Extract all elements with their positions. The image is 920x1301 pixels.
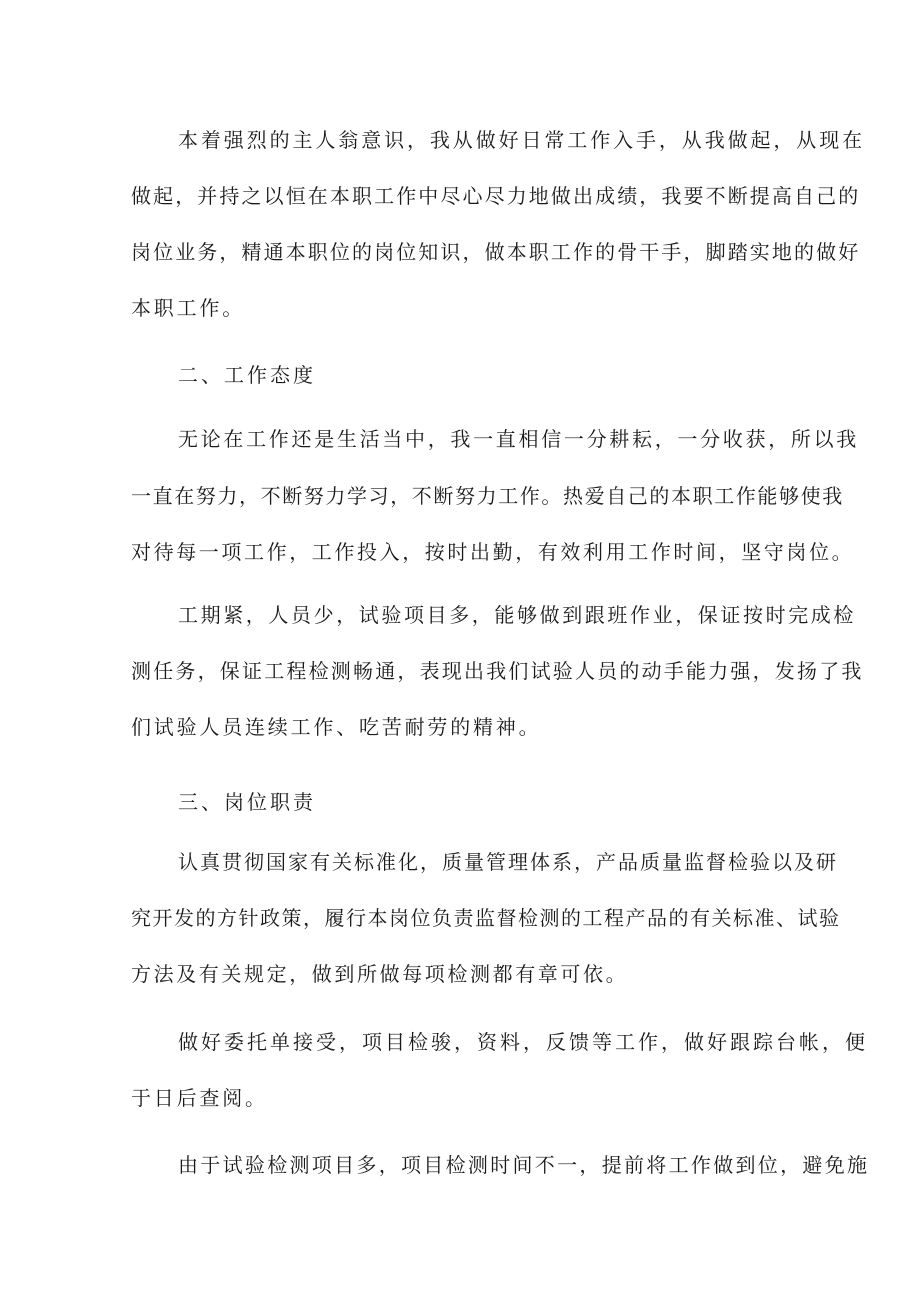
paragraph-line: 认真贯彻国家有关标准化，质量管理体系，产品质量监督检验以及研	[178, 850, 838, 874]
paragraph-line: 一直在努力，不断努力学习，不断努力工作。热爱自己的本职工作能够使我	[131, 484, 844, 508]
paragraph-line: 本着强烈的主人翁意识，我从做好日常工作入手，从我做起，从现在	[178, 128, 865, 152]
paragraph-line: 由于试验检测项目多，项目检测时间不一，提前将工作做到位，避免施	[178, 1153, 870, 1177]
paragraph-line: 对待每一项工作，工作投入，按时出勤，有效利用工作时间，坚守岗位。	[131, 540, 855, 564]
paragraph-line: 无论在工作还是生活当中，我一直相信一分耕耘，一分收获，所以我	[178, 427, 859, 451]
section-heading-job-duties: 三、岗位职责	[178, 790, 316, 814]
paragraph-line: 测任务，保证工程检测畅通，表现出我们试验人员的动手能力强，发扬了我	[131, 659, 864, 683]
section-heading-work-attitude: 二、工作态度	[178, 363, 316, 387]
paragraph-line: 做起，并持之以恒在本职工作中尽心尽力地做出成绩，我要不断提高自己的	[131, 184, 861, 208]
paragraph-line: 岗位业务，精通本职位的岗位知识，做本职工作的骨干手，脚踏实地的做好	[131, 240, 861, 264]
paragraph-line: 方法及有关规定，做到所做每项检测都有章可依。	[131, 962, 629, 986]
paragraph-line: 究开发的方针政策，履行本岗位负责监督检测的工程产品的有关标准、试验	[131, 906, 841, 930]
paragraph-line: 做好委托单接受，项目检骏，资料，反馈等工作，做好跟踪台帐，便	[178, 1030, 868, 1054]
paragraph-line: 于日后查阅。	[131, 1086, 268, 1110]
paragraph-line: 工期紧，人员少，试验项目多，能够做到跟班作业，保证按时完成检	[178, 603, 856, 627]
paragraph-line: 本职工作。	[131, 296, 245, 320]
paragraph-line: 们试验人员连续工作、吃苦耐劳的精神。	[131, 715, 542, 739]
